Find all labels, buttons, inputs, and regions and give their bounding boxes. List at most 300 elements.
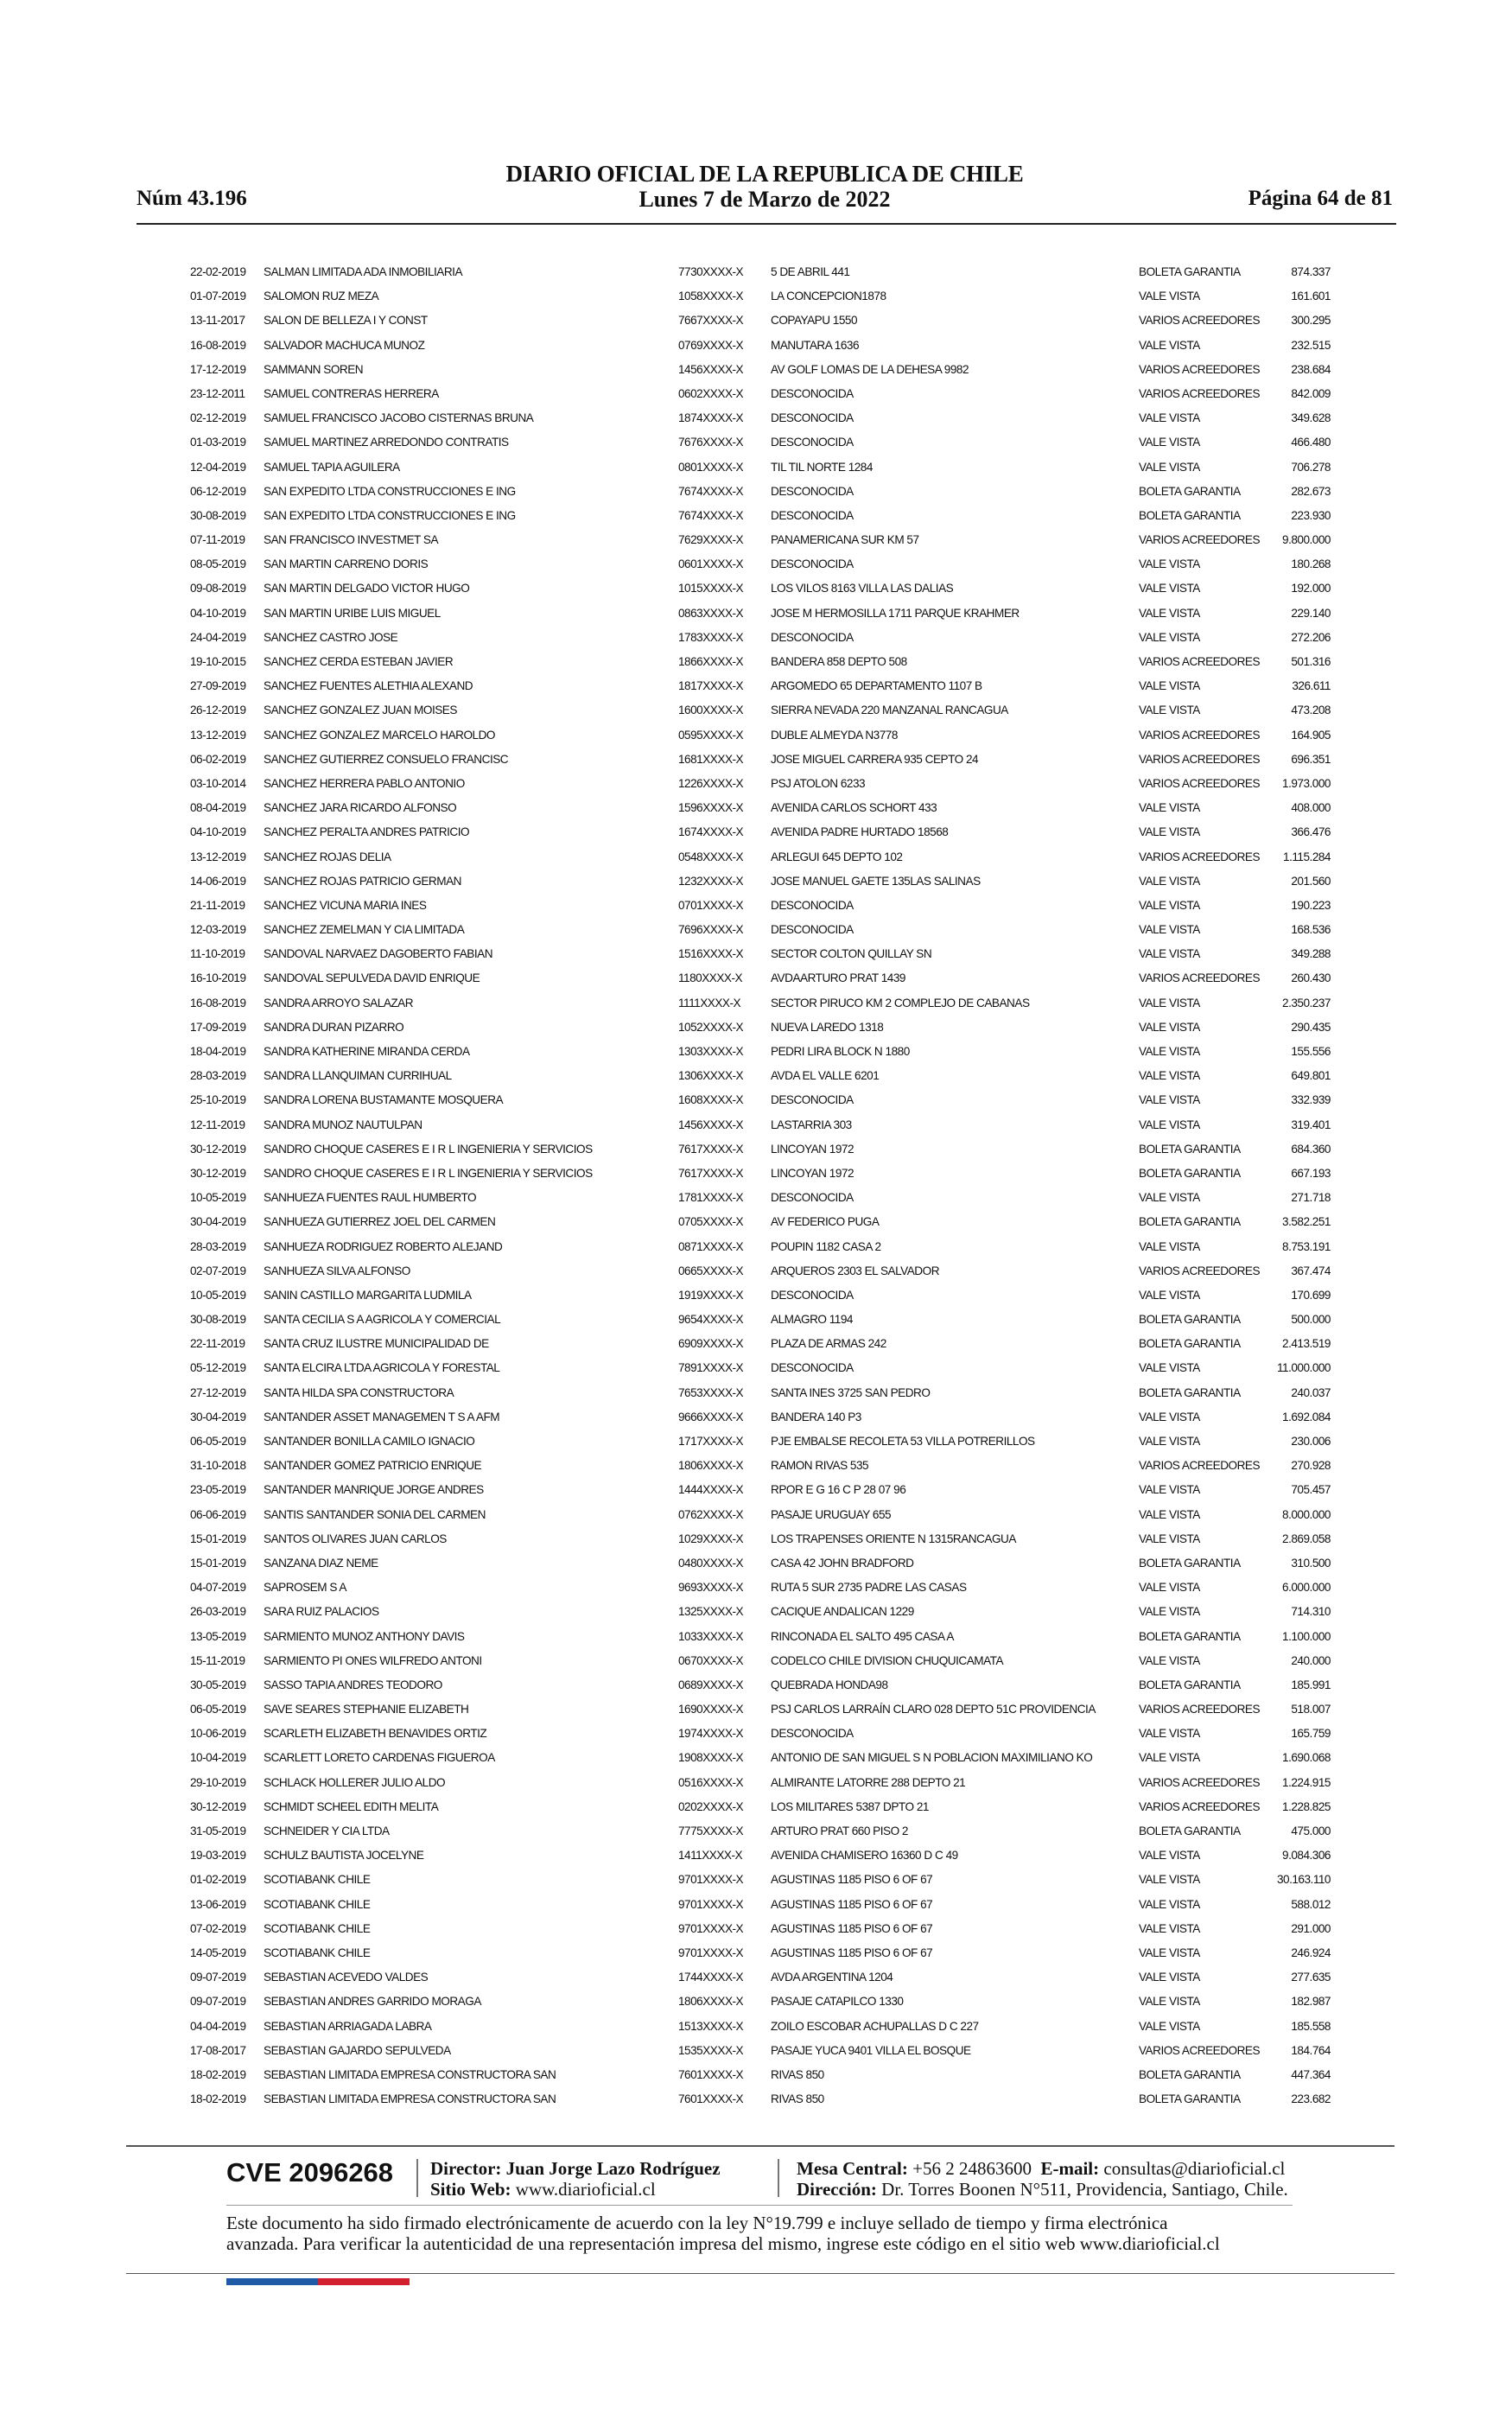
record-rut: 1674XXXX-X: [678, 825, 744, 839]
record-type: VALE VISTA: [1139, 1020, 1200, 1034]
record-amount: 30.163.110: [1276, 1873, 1331, 1887]
record-type: VALE VISTA: [1139, 947, 1200, 961]
mesa-phone: +56 2 24863600: [912, 2158, 1032, 2179]
record-date: 01-07-2019: [190, 290, 246, 303]
record-date: 13-12-2019: [190, 728, 246, 742]
table-row: [173, 1260, 1356, 1284]
record-name: SCOTIABANK CHILE: [264, 1873, 371, 1887]
record-name: SAMMANN SOREN: [264, 362, 364, 376]
record-rut: 0701XXXX-X: [678, 898, 744, 912]
table-row: [173, 1284, 1356, 1309]
record-type: VALE VISTA: [1139, 1093, 1200, 1107]
legal-line: Este documento ha sido firmado electrónicamente de acuerdo con la ley N°19.799 e incluye sellado de tiempo y firma electrónica: [226, 2213, 1168, 2233]
record-name: SEBASTIAN ARRIAGADA LABRA: [264, 2019, 432, 2033]
record-date: 24-04-2019: [190, 630, 246, 644]
record-type: VARIOS ACREEDORES: [1139, 850, 1261, 863]
record-rut: 7601XXXX-X: [678, 2067, 744, 2081]
table-row: [173, 602, 1356, 627]
record-amount: 842.009: [1291, 386, 1331, 400]
record-address: DESCONOCIDA: [771, 1361, 854, 1375]
record-name: SALMAN LIMITADA ADA INMOBILIARIA: [264, 265, 463, 278]
table-row: [173, 967, 1356, 991]
record-rut: 1226XXXX-X: [678, 776, 744, 790]
table-row: [173, 1504, 1356, 1528]
record-date: 30-08-2019: [190, 1313, 246, 1327]
record-amount: 1.115.284: [1283, 850, 1331, 863]
record-name: SANDRA DURAN PIZARRO: [264, 1020, 404, 1034]
record-type: BOLETA GARANTIA: [1139, 1678, 1241, 1691]
record-date: 13-11-2017: [190, 314, 245, 328]
record-amount: 184.764: [1291, 2043, 1331, 2057]
record-amount: 8.000.000: [1282, 1507, 1331, 1521]
record-name: SANHUEZA GUTIERREZ JOEL DEL CARMEN: [264, 1215, 496, 1229]
record-date: 29-10-2019: [190, 1775, 246, 1789]
record-amount: 349.628: [1291, 411, 1331, 425]
table-row: [173, 1966, 1356, 1990]
record-address: RIVAS 850: [771, 2092, 824, 2106]
record-rut: 7674XXXX-X: [678, 484, 744, 498]
record-date: 27-12-2019: [190, 1385, 246, 1399]
record-rut: 0202XXXX-X: [678, 1799, 744, 1813]
record-amount: 168.536: [1291, 923, 1331, 937]
record-address: RINCONADA EL SALTO 495 CASA A: [771, 1629, 954, 1643]
record-date: 19-03-2019: [190, 1849, 246, 1863]
record-address: DESCONOCIDA: [771, 923, 854, 937]
record-address: DUBLE ALMEYDA N3778: [771, 728, 898, 742]
record-address: AGUSTINAS 1185 PISO 6 OF 67: [771, 1921, 933, 1935]
record-type: VARIOS ACREEDORES: [1139, 655, 1261, 668]
table-row: [173, 1357, 1356, 1381]
record-type: BOLETA GARANTIA: [1139, 1215, 1241, 1229]
record-amount: 326.611: [1292, 679, 1331, 693]
record-date: 17-09-2019: [190, 1020, 246, 1034]
record-name: SANHUEZA RODRIGUEZ ROBERTO ALEJAND: [264, 1239, 503, 1253]
record-name: SAN EXPEDITO LTDA CONSTRUCCIONES E ING: [264, 508, 516, 522]
table-row: [173, 1820, 1356, 1844]
record-type: VALE VISTA: [1139, 1653, 1200, 1667]
record-type: BOLETA GARANTIA: [1139, 2092, 1241, 2106]
table-row: [173, 1772, 1356, 1796]
issue-date: Lunes 7 de Marzo de 2022: [638, 187, 891, 212]
record-rut: 1690XXXX-X: [678, 1703, 744, 1716]
record-type: VARIOS ACREEDORES: [1139, 1799, 1261, 1813]
record-rut: 1874XXXX-X: [678, 411, 744, 425]
record-name: SEBASTIAN GAJARDO SEPULVEDA: [264, 2043, 451, 2057]
record-type: VALE VISTA: [1139, 2019, 1200, 2033]
record-rut: 0670XXXX-X: [678, 1653, 744, 1667]
table-row: [173, 773, 1356, 797]
table-row: [173, 481, 1356, 505]
record-address: AV FEDERICO PUGA: [771, 1215, 880, 1229]
table-row: [173, 1236, 1356, 1260]
record-type: VALE VISTA: [1139, 1849, 1200, 1863]
record-address: SECTOR PIRUCO KM 2 COMPLEJO DE CABANAS: [771, 996, 1030, 1009]
record-amount: 367.474: [1291, 1264, 1331, 1277]
record-type: VALE VISTA: [1139, 898, 1200, 912]
record-amount: 270.928: [1291, 1459, 1331, 1473]
record-rut: 1303XXXX-X: [678, 1045, 744, 1058]
record-rut: 7891XXXX-X: [678, 1361, 744, 1375]
record-address: DESCONOCIDA: [771, 1093, 854, 1107]
record-name: SANDRO CHOQUE CASERES E I R L INGENIERIA Y SERVICIOS: [264, 1166, 593, 1180]
record-name: SANCHEZ GUTIERREZ CONSUELO FRANCISC: [264, 752, 509, 766]
footer-divider: [416, 2159, 418, 2197]
record-type: VALE VISTA: [1139, 1118, 1200, 1131]
table-row: [173, 651, 1356, 675]
record-date: 07-02-2019: [190, 1921, 246, 1935]
record-amount: 2.413.519: [1282, 1337, 1331, 1351]
record-date: 04-04-2019: [190, 2019, 246, 2033]
table-row: [173, 1942, 1356, 1966]
record-type: VALE VISTA: [1139, 996, 1200, 1009]
record-date: 12-11-2019: [190, 1118, 245, 1131]
table-row: [173, 1552, 1356, 1576]
table-row: [173, 1601, 1356, 1625]
record-rut: 1806XXXX-X: [678, 1459, 744, 1473]
table-row: [173, 1626, 1356, 1650]
record-type: BOLETA GARANTIA: [1139, 1556, 1241, 1570]
record-amount: 501.316: [1291, 655, 1331, 668]
record-amount: 170.699: [1291, 1288, 1331, 1302]
record-address: DESCONOCIDA: [771, 436, 854, 449]
site-link[interactable]: www.diarioficial.cl: [515, 2179, 656, 2200]
record-address: LINCOYAN 1972: [771, 1166, 854, 1180]
record-type: VARIOS ACREEDORES: [1139, 314, 1261, 328]
record-address: LOS VILOS 8163 VILLA LAS DALIAS: [771, 582, 954, 595]
record-rut: 0801XXXX-X: [678, 460, 744, 474]
record-type: VALE VISTA: [1139, 436, 1200, 449]
email-link[interactable]: consultas@diarioficial.cl: [1103, 2158, 1286, 2179]
record-type: VALE VISTA: [1139, 704, 1200, 717]
record-address: POUPIN 1182 CASA 2: [771, 1239, 881, 1253]
record-rut: 1974XXXX-X: [678, 1727, 744, 1741]
record-amount: 277.635: [1291, 1971, 1331, 1984]
record-type: VARIOS ACREEDORES: [1139, 386, 1261, 400]
record-address: JOSE M HERMOSILLA 1711 PARQUE KRAHMER: [771, 606, 1020, 620]
record-date: 18-04-2019: [190, 1045, 246, 1058]
record-address: LOS MILITARES 5387 DPTO 21: [771, 1799, 929, 1813]
table-row: [173, 577, 1356, 602]
table-row: [173, 1528, 1356, 1552]
record-type: VALE VISTA: [1139, 1045, 1200, 1058]
record-address: ANTONIO DE SAN MIGUEL S N POBLACION MAXIMILIANO KO: [771, 1751, 1093, 1765]
record-date: 30-04-2019: [190, 1215, 246, 1229]
record-rut: 9701XXXX-X: [678, 1873, 744, 1887]
record-rut: 7601XXXX-X: [678, 2092, 744, 2106]
record-rut: 7617XXXX-X: [678, 1142, 744, 1156]
record-date: 08-04-2019: [190, 801, 246, 815]
record-name: SAPROSEM S A: [264, 1581, 346, 1595]
table-row: [173, 1406, 1356, 1430]
record-date: 17-12-2019: [190, 362, 246, 376]
record-address: CACIQUE ANDALICAN 1229: [771, 1605, 914, 1619]
record-date: 10-05-2019: [190, 1191, 246, 1205]
record-address: DESCONOCIDA: [771, 557, 854, 571]
record-date: 09-07-2019: [190, 1995, 246, 2009]
record-rut: 1456XXXX-X: [678, 1118, 744, 1131]
record-name: SANCHEZ ROJAS PATRICIO GERMAN: [264, 874, 461, 888]
record-type: VALE VISTA: [1139, 460, 1200, 474]
record-amount: 185.991: [1291, 1678, 1331, 1691]
table-row: [173, 1211, 1356, 1235]
record-date: 05-12-2019: [190, 1361, 246, 1375]
page-number: Página 64 de 81: [1248, 187, 1393, 210]
record-name: SEBASTIAN LIMITADA EMPRESA CONSTRUCTORA SAN: [264, 2092, 556, 2106]
table-row: [173, 1796, 1356, 1820]
record-address: TIL TIL NORTE 1284: [771, 460, 873, 474]
table-row: [173, 1138, 1356, 1162]
record-rut: 9666XXXX-X: [678, 1410, 744, 1423]
record-address: AV GOLF LOMAS DE LA DEHESA 9982: [771, 362, 969, 376]
table-row: [173, 1698, 1356, 1723]
record-rut: 0705XXXX-X: [678, 1215, 744, 1229]
record-name: SAVE SEARES STEPHANIE ELIZABETH: [264, 1703, 469, 1716]
record-amount: 201.560: [1291, 874, 1331, 888]
table-row: [173, 870, 1356, 895]
record-address: MANUTARA 1636: [771, 338, 860, 352]
record-amount: 223.930: [1291, 508, 1331, 522]
record-address: PANAMERICANA SUR KM 57: [771, 533, 919, 547]
record-type: VALE VISTA: [1139, 923, 1200, 937]
record-rut: 1596XXXX-X: [678, 801, 744, 815]
record-name: SCOTIABANK CHILE: [264, 1946, 371, 1959]
record-address: PSJ CARLOS LARRAÍN CLARO 028 DEPTO 51C PROVIDENCIA: [771, 1703, 1096, 1716]
record-date: 12-04-2019: [190, 460, 246, 474]
record-date: 31-05-2019: [190, 1825, 246, 1837]
table-row: [173, 1309, 1356, 1333]
email-label: E-mail:: [1040, 2158, 1100, 2179]
director-name: Juan Jorge Lazo Rodríguez: [505, 2158, 721, 2179]
record-rut: 7676XXXX-X: [678, 436, 744, 449]
table-row: [173, 1187, 1356, 1211]
table-row: [173, 1382, 1356, 1406]
record-name: SAMUEL FRANCISCO JACOBO CISTERNAS BRUNA: [264, 411, 534, 425]
record-date: 10-05-2019: [190, 1288, 246, 1302]
record-address: LOS TRAPENSES ORIENTE N 1315RANCAGUA: [771, 1532, 1016, 1545]
record-address: BANDERA 140 P3: [771, 1410, 861, 1423]
record-name: SCOTIABANK CHILE: [264, 1897, 371, 1911]
record-date: 16-08-2019: [190, 338, 246, 352]
record-rut: 0516XXXX-X: [678, 1775, 744, 1789]
record-date: 15-11-2019: [190, 1653, 245, 1667]
record-amount: 11.000.000: [1276, 1361, 1331, 1375]
record-type: VARIOS ACREEDORES: [1139, 971, 1261, 985]
record-date: 28-03-2019: [190, 1239, 246, 1253]
record-amount: 1.973.000: [1282, 776, 1331, 790]
record-address: NUEVA LAREDO 1318: [771, 1020, 884, 1034]
record-date: 18-02-2019: [190, 2092, 246, 2106]
record-name: SANTA CECILIA S A AGRICOLA Y COMERCIAL: [264, 1313, 501, 1327]
record-rut: 0601XXXX-X: [678, 557, 744, 571]
table-row: [173, 309, 1356, 334]
record-name: SALOMON RUZ MEZA: [264, 290, 379, 303]
record-date: 06-05-2019: [190, 1435, 246, 1448]
record-address: SECTOR COLTON QUILLAY SN: [771, 947, 932, 961]
record-amount: 6.000.000: [1282, 1581, 1331, 1595]
record-date: 15-01-2019: [190, 1532, 246, 1545]
header-rule: [137, 223, 1396, 225]
record-address: QUEBRADA HONDA98: [771, 1678, 888, 1691]
record-name: SAN MARTIN DELGADO VICTOR HUGO: [264, 582, 470, 595]
record-amount: 246.924: [1291, 1946, 1331, 1959]
table-row: [173, 1479, 1356, 1503]
record-rut: 7667XXXX-X: [678, 314, 744, 328]
address-label: Dirección:: [797, 2179, 877, 2200]
record-type: VALE VISTA: [1139, 1873, 1200, 1887]
record-address: RIVAS 850: [771, 2067, 824, 2081]
record-date: 10-06-2019: [190, 1727, 246, 1741]
record-amount: 271.718: [1291, 1191, 1331, 1205]
record-date: 28-03-2019: [190, 1069, 246, 1083]
record-date: 06-05-2019: [190, 1703, 246, 1716]
flag-red-stripe: [318, 2278, 410, 2285]
table-row: [173, 1723, 1356, 1747]
table-row: [173, 456, 1356, 481]
table-row: [173, 2064, 1356, 2088]
record-date: 16-08-2019: [190, 996, 246, 1009]
record-rut: 1015XXXX-X: [678, 582, 744, 595]
record-amount: 238.684: [1291, 362, 1331, 376]
record-address: DESCONOCIDA: [771, 898, 854, 912]
footer-rule: [126, 2145, 1394, 2147]
record-rut: 9701XXXX-X: [678, 1921, 744, 1935]
table-row: [173, 1114, 1356, 1138]
record-date: 08-05-2019: [190, 557, 246, 571]
site-label: Sitio Web:: [430, 2179, 511, 2200]
record-address: ALMAGRO 1194: [771, 1313, 853, 1327]
record-amount: 185.558: [1291, 2019, 1331, 2033]
record-name: SCHULZ BAUTISTA JOCELYNE: [264, 1849, 424, 1863]
record-rut: 1608XXXX-X: [678, 1093, 744, 1107]
table-row: [173, 1918, 1356, 1942]
record-rut: 1180XXXX-X: [678, 971, 743, 985]
record-address: SIERRA NEVADA 220 MANZANAL RANCAGUA: [771, 704, 1008, 717]
record-date: 16-10-2019: [190, 971, 246, 985]
record-name: SANDOVAL SEPULVEDA DAVID ENRIQUE: [264, 971, 480, 985]
record-name: SANZANA DIAZ NEME: [264, 1556, 378, 1570]
record-amount: 1.690.068: [1282, 1751, 1331, 1765]
record-type: VALE VISTA: [1139, 679, 1200, 693]
record-type: VALE VISTA: [1139, 582, 1200, 595]
record-amount: 366.476: [1291, 825, 1331, 839]
record-date: 13-12-2019: [190, 850, 246, 863]
record-type: BOLETA GARANTIA: [1139, 1166, 1241, 1180]
table-row: [173, 1650, 1356, 1674]
record-date: 22-02-2019: [190, 265, 246, 278]
issue-number: Núm 43.196: [137, 187, 247, 210]
record-address: ARQUEROS 2303 EL SALVADOR: [771, 1264, 940, 1277]
table-row: [173, 1576, 1356, 1601]
record-amount: 466.480: [1291, 436, 1331, 449]
record-amount: 518.007: [1291, 1703, 1331, 1716]
record-rut: 9701XXXX-X: [678, 1946, 744, 1959]
record-type: VARIOS ACREEDORES: [1139, 2043, 1261, 2057]
newspaper-title: DIARIO OFICIAL DE LA REPUBLICA DE CHILE: [505, 161, 1024, 187]
record-amount: 260.430: [1291, 971, 1331, 985]
record-address: PEDRI LIRA BLOCK N 1880: [771, 1045, 910, 1058]
record-type: BOLETA GARANTIA: [1139, 1385, 1241, 1399]
table-row: [173, 2040, 1356, 2064]
record-address: DESCONOCIDA: [771, 508, 854, 522]
record-name: SEBASTIAN LIMITADA EMPRESA CONSTRUCTORA SAN: [264, 2067, 556, 2081]
table-row: [173, 1016, 1356, 1041]
table-row: [173, 748, 1356, 773]
record-date: 13-05-2019: [190, 1629, 246, 1643]
table-row: [173, 1674, 1356, 1698]
record-rut: 1444XXXX-X: [678, 1483, 744, 1497]
record-name: SANCHEZ FUENTES ALETHIA ALEXAND: [264, 679, 473, 693]
record-amount: 192.000: [1291, 582, 1331, 595]
record-date: 11-10-2019: [190, 947, 245, 961]
record-rut: 1456XXXX-X: [678, 362, 744, 376]
record-name: SANTA HILDA SPA CONSTRUCTORA: [264, 1385, 454, 1399]
record-type: VARIOS ACREEDORES: [1139, 1264, 1261, 1277]
record-amount: 310.500: [1291, 1556, 1331, 1570]
record-rut: 1817XXXX-X: [678, 679, 744, 693]
record-date: 19-10-2015: [190, 655, 246, 668]
record-date: 14-06-2019: [190, 874, 246, 888]
record-type: VARIOS ACREEDORES: [1139, 728, 1261, 742]
record-date: 04-07-2019: [190, 1581, 246, 1595]
record-amount: 714.310: [1291, 1605, 1331, 1619]
record-address: DESCONOCIDA: [771, 1288, 854, 1302]
record-type: VALE VISTA: [1139, 338, 1200, 352]
table-row: [173, 359, 1356, 383]
record-amount: 696.351: [1291, 752, 1331, 766]
record-amount: 9.800.000: [1282, 533, 1331, 547]
record-amount: 1.100.000: [1282, 1629, 1331, 1643]
signature-rule: [226, 2205, 1293, 2206]
record-name: SANTANDER ASSET MANAGEMEN T S A AFM: [264, 1410, 500, 1423]
flag-blue-stripe: [226, 2278, 318, 2285]
table-row: [173, 846, 1356, 870]
record-address: COPAYAPU 1550: [771, 314, 858, 328]
record-name: SANDRO CHOQUE CASERES E I R L INGENIERIA Y SERVICIOS: [264, 1142, 593, 1156]
record-amount: 684.360: [1291, 1142, 1331, 1156]
record-rut: 1516XXXX-X: [678, 947, 744, 961]
record-name: SCHNEIDER Y CIA LTDA: [264, 1825, 390, 1837]
record-amount: 475.000: [1291, 1825, 1331, 1837]
record-amount: 232.515: [1291, 338, 1331, 352]
record-type: VALE VISTA: [1139, 1946, 1200, 1959]
table-row: [173, 1430, 1356, 1455]
contact-block: [797, 2158, 1288, 2200]
record-type: BOLETA GARANTIA: [1139, 1142, 1241, 1156]
record-type: VALE VISTA: [1139, 1921, 1200, 1935]
record-type: VALE VISTA: [1139, 1971, 1200, 1984]
record-address: DESCONOCIDA: [771, 1727, 854, 1741]
record-amount: 319.401: [1291, 1118, 1331, 1131]
director-label: Director:: [430, 2158, 502, 2179]
record-rut: 1513XXXX-X: [678, 2019, 744, 2033]
record-rut: 7653XXXX-X: [678, 1385, 744, 1399]
record-type: VALE VISTA: [1139, 1751, 1200, 1765]
record-rut: 1919XXXX-X: [678, 1288, 744, 1302]
record-address: PASAJE URUGUAY 655: [771, 1507, 892, 1521]
record-address: AVENIDA CARLOS SCHORT 433: [771, 801, 937, 815]
record-name: SANDRA LLANQUIMAN CURRIHUAL: [264, 1069, 452, 1083]
record-name: SANHUEZA FUENTES RAUL HUMBERTO: [264, 1191, 477, 1205]
record-type: VARIOS ACREEDORES: [1139, 752, 1261, 766]
record-amount: 165.759: [1291, 1727, 1331, 1741]
table-row: [173, 285, 1356, 309]
record-address: ARGOMEDO 65 DEPARTAMENTO 1107 B: [771, 679, 982, 693]
table-row: [173, 797, 1356, 821]
record-date: 07-11-2019: [190, 533, 245, 547]
record-amount: 229.140: [1291, 606, 1331, 620]
table-row: [173, 675, 1356, 699]
table-row: [173, 1990, 1356, 2015]
